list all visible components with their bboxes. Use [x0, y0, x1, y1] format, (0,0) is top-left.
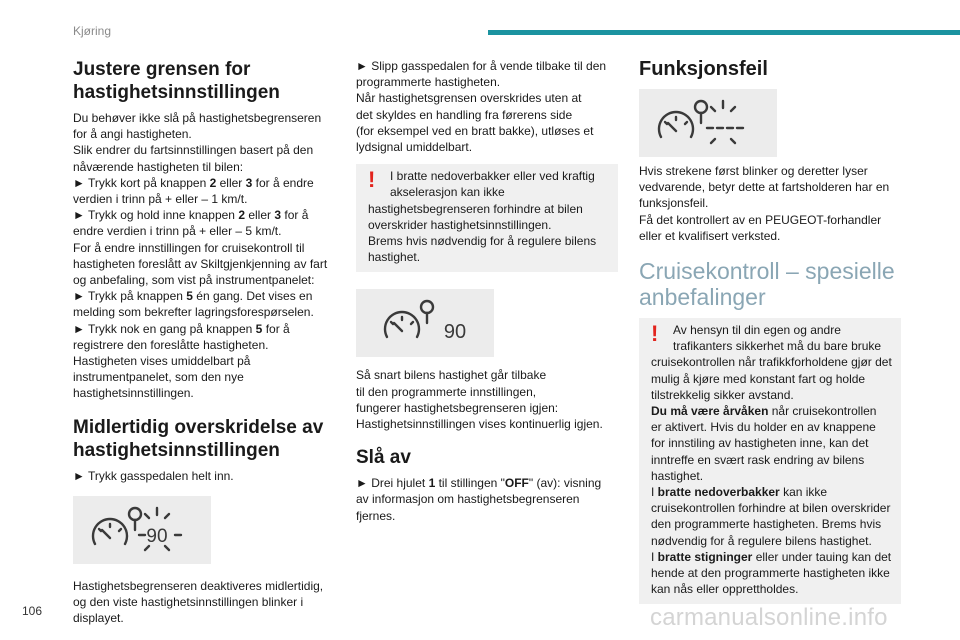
paragraph-malfunction: Hvis strekene først blinker og deretter lyser vedvarende, betyr dette at fartsholderen har en funksjonsfeil. Få det kontrollert av en PEUGEOT-forhandler eller et kvalifisert verksted. — [639, 164, 890, 243]
speedometer-flashing-icon — [77, 502, 207, 558]
warning-box-cruise: ! Av hensyn til din egen og andre trafikanters sikkerhet må du bare bruke cruisekontrollen når trafikkforholdene gjør det mulig å kjøre med konstant fart og holde tilstrekkelig sikker avstand. Du må være årvåken når cruisekontrollen er aktivert. Hvis du holder en av knappene for innstiling av hastigheten inne, kan det inntreffe en svært rask endring av bilens hastighet. I bratte nedoverbakker kan ikke cruisekontrollen forhindre at bilen overskrider den programmerte hastigheten. Brems hvis nødvendig for å regulere bilens hastighet. I bratte stigninger eller under tauing kan det hende at den programmerte hastigheten ikke kan nås eller opprettholdes. — [639, 318, 901, 604]
column-right — [639, 58, 901, 604]
page-number: 106 — [22, 604, 43, 618]
paragraph-temporary-deactivation: Hastighetsbegrenseren deaktiveres midlertidig, og den viste hastighetsinnstillingen blinker i displayet. — [73, 578, 324, 626]
warning-exclamation-icon: ! — [651, 321, 659, 347]
speedometer-fault-icon — [643, 95, 773, 151]
flashing-speed-value: 90 — [146, 525, 168, 547]
heading-switch-off: Slå av — [356, 447, 411, 469]
speed-limiter-fault-display — [639, 89, 777, 157]
heading-malfunction: Funksjonsfeil — [639, 58, 768, 80]
bullet-press-accelerator: ► Trykk gasspedalen helt inn. — [73, 468, 234, 483]
column-middle — [356, 58, 618, 524]
paragraph-release-accelerator: ► Slipp gasspedalen for å vende tilbake til den programmerte hastigheten. Når hastighetsgrensen overskrides uten at det skyldes en handling fra førerens side (for eksempel ved en bratt bakke), utløses et lydsignal umiddelbart. — [356, 59, 607, 155]
heading-cruise-recommendations: Cruisekontroll – spesielle anbefalinger — [639, 258, 895, 311]
paragraph-adjust-intro: Du behøver ikke slå på hastighetsbegrenseren for å angi hastigheten. Slik endrer du fartsinnstillingen basert på den nåværende hastigheten til bilen: ► Trykk kort på knappen 2 eller 3 for å endre verdien i trinn på + eller – 1 km/t. ► Trykk og hold inne knappen 2 eller 3 for å endre verdien i trinn på + eller – 5 km/t. For å endre innstillingen for cruisekontroll til hastigheten foreslått av Skiltgjenkjenning av fart og anbefaling, som vist på instrumentpanelet: ► Trykk på knappen 5 én gang. Det vises en melding som bekrefter lagringsforespørselen. ► Trykk nok en gang på knappen 5 for å registrere den foreslåtte hastigheten. Hastigheten vises umiddelbart på instrumentpanelet, som den nye hastighetsinnstillingen. — [73, 111, 328, 401]
heading-adjust-limit: Justere grensen for hastighetsinnstillingen — [73, 59, 280, 103]
column-left — [73, 58, 335, 626]
steady-speed-value: 90 — [443, 321, 467, 344]
heading-temporary-override: Midlertidig overskridelse av hastighetsinnstillingen — [73, 416, 324, 461]
speed-limiter-flashing-display — [73, 496, 211, 564]
header-accent-bar — [488, 30, 960, 35]
warning-exclamation-icon: ! — [368, 167, 376, 193]
paragraph-limiter-resumes: Så snart bilens hastighet går tilbake til den programmerte innstillingen, fungerer hastighetsbegrenseren igjen: Hastighetsinnstillingen vises kontinuerlig igjen. — [356, 368, 603, 432]
speedometer-steady-icon — [365, 295, 485, 351]
paragraph-switch-off: ► Drei hjulet 1 til stillingen "OFF" (av): visning av informasjon om hastighetsbegrenseren fjernes. — [356, 476, 602, 523]
speed-limiter-steady-display — [356, 289, 494, 357]
watermark-text: carmanualsonline.info — [650, 604, 888, 631]
header-section-title: Kjøring — [73, 24, 112, 38]
warning-box-limiter: ! I bratte nedoverbakker eller ved kraftig akselerasjon kan ikke hastighetsbegrenseren forhindre at bilen overskrider hastighetsinnstillingen. Brems hvis nødvendig for å regulere bilens hastighet. — [356, 164, 618, 272]
